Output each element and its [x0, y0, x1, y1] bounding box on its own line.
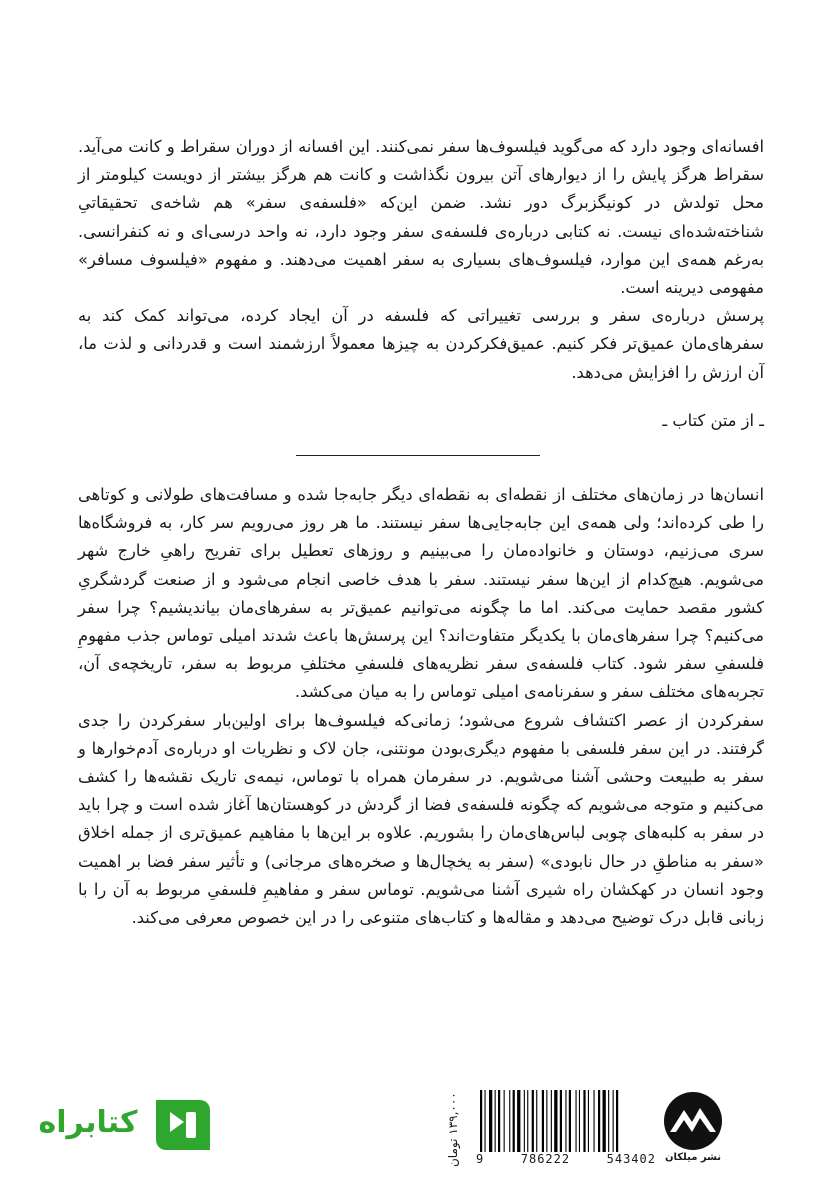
barcode-bar: [603, 1090, 606, 1152]
quote-paragraph-2: پرسش درباره‌ی سفر و بررسی تغییراتی که فلسفه در آن ایجاد کرده، می‌تواند کمک کند به سفرهای‌مان عمیق‌تر فکر کنیم. عمیق‌فکرکردن به چیزها معمولاً ارزشمند است و قدردانی و لذت ما، آن ارزش را افزایش می‌دهد.: [78, 306, 764, 382]
isbn-digits: [476, 1152, 656, 1166]
barcode-bar: [509, 1090, 510, 1152]
barcode-bar: [504, 1090, 505, 1152]
barcode-bar: [498, 1090, 500, 1152]
barcode-bar: [489, 1090, 492, 1152]
barcode-bar: [517, 1090, 520, 1152]
barcode-bar: [598, 1090, 600, 1152]
publisher-name: نشر میلکان: [664, 1152, 722, 1163]
barcode-bar: [546, 1090, 547, 1152]
barcode-bar: [480, 1090, 482, 1152]
barcode-bar: [594, 1090, 595, 1152]
ketabrah-logo-text: کتابراه: [38, 1105, 138, 1140]
barcode-bar: [536, 1090, 537, 1152]
barcode-bar: [554, 1090, 557, 1152]
description-paragraph-1: انسان‌ها در زمان‌های مختلف از نقطه‌ای به نقطه‌ای دیگر جابه‌جا شده و مسافت‌های طولانی و کوتاهی را طی کرده‌اند؛ ولی همه‌ی این جابه‌جایی‌ها سفر نیستند. ما هر روز می‌رویم سر کار، به فروشگاه‌ها سری می‌زنیم، دوستان و خانواده‌مان را می‌بینیم و روزهای تعطیل برای تفریح راهیِ خارج شهر می‌شویم. هیچ‌کدام از این‌ها سفر نیستند. سفر با هدف خاصی انجام می‌شود و از صنعت گردشگریِ کشور مقصد حمایت می‌کند. اما ما چگونه می‌توانیم عمیق‌تر به سفرهای‌مان بیاندیشیم؟ چرا سفر می‌کنیم؟ چرا سفرهای‌مان با یکدیگر متفاوت‌اند؟ این پرسش‌ها باعث شدند امیلی توماس جذب مفهومِ فلسفیِ سفر شود. کتاب فلسفه‌ی سفر نظریه‌های فلسفیِ مختلفِ مربوط به سفر، تاریخچه‌ی آن، تجربه‌های مختلف سفر و سفرنامه‌ی امیلی توماس را به میان می‌کشد.: [78, 485, 764, 702]
barcode-bar: [588, 1090, 589, 1152]
price-label: ۱۳۹,۰۰۰ تومان: [446, 1092, 460, 1168]
mountain-logo-icon: [662, 1090, 724, 1152]
barcode-bar: [560, 1090, 562, 1152]
barcode-bar: [583, 1090, 585, 1152]
barcode-bar: [485, 1090, 486, 1152]
barcode-bar: [551, 1090, 552, 1152]
barcode-bar: [532, 1090, 534, 1152]
barcode-bar: [527, 1090, 528, 1152]
section-divider: [296, 455, 540, 456]
barcode-bar: [616, 1090, 618, 1152]
barcode-bar: [513, 1090, 515, 1152]
isbn-digit-group: 543402: [606, 1152, 656, 1166]
barcode-bar: [613, 1090, 614, 1152]
quote-source: ـ از متن کتاب ـ: [662, 411, 764, 430]
barcode-bar: [495, 1090, 496, 1152]
barcode-bar: [569, 1090, 571, 1152]
barcode-bar: [524, 1090, 525, 1152]
barcode-bar: [565, 1090, 566, 1152]
barcode-icon: [476, 1090, 656, 1152]
barcode-bar: [579, 1090, 580, 1152]
description-paragraph-2: سفرکردن از عصر اکتشاف شروع می‌شود؛ زمانی‌که فیلسوف‌ها برای اولین‌بار سفرکردن را جدی گرفتند. در این سفر فلسفی با مفهوم دیگری‌بودن مونتنی، جان لاک و نظریات او درباره‌ی آدم‌خوارها و سفر به طبیعت وحشی آشنا می‌شویم. در سفرمان همراه با توماس، نیمه‌ی تاریک نقشه‌ها را کشف می‌کنیم و متوجه می‌شویم که چگونه فلسفه‌ی فضا از گردش در کوهستان‌ها آغاز شده است و چرا باید در سفر به کلبه‌های چوبی لباس‌های‌مان را بشوریم. علاوه بر این‌ها با مفاهیم عمیق‌تری از جمله اخلاق «سفر به مناطقِ در حال نابودی» (سفر به یخچال‌ها و صخره‌های مرجانی) و تأثیر سفر فضا بر اهمیت وجود انسان در کهکشان راه شیری آشنا می‌شویم. توماس سفر و مفاهیمِ فلسفیِ مربوط به آن را با زبانی قابل درک توضیح می‌دهد و مقاله‌ها و کتاب‌های متنوعی را در این خصوص معرفی می‌کند.: [78, 710, 764, 928]
barcode-bar: [608, 1090, 609, 1152]
barcode-bar: [542, 1090, 544, 1152]
isbn-digit-group: 9: [476, 1152, 485, 1166]
isbn-digit-group: 786222: [520, 1152, 571, 1166]
quote-paragraph-1: افسانه‌ای وجود دارد که می‌گوید فیلسوف‌ها سفر نمی‌کنند. این افسانه از دوران سقراط و کانت می‌آید. سقراط هرگز پایش را از دیوارهای آتن بیرون نگذاشت و کانت هم هرگز بیشتر از دویست کیلومتر از محل تولدش در کونیگزبرگ دور نشد. ضمن این‌که «فلسفه‌ی سفر» هم شاخه‌ی تحقیقاتیِ شناخته‌شده‌ای نیست. نه کتابی دربار‌ه‌ی فلسفه‌ی سفر وجود دارد، نه واحد درسی‌ای و نه کنفرانسی. به‌رغم همه‌ی این موارد، فیلسوف‌های بسیاری به سفر اهمیت می‌دهند. و مفهوم «فیلسوف مسافر» مفهومی دیرینه است.: [78, 137, 764, 298]
barcode-bar: [576, 1090, 577, 1152]
description-block: [78, 481, 764, 932]
quote-block: [78, 133, 764, 387]
